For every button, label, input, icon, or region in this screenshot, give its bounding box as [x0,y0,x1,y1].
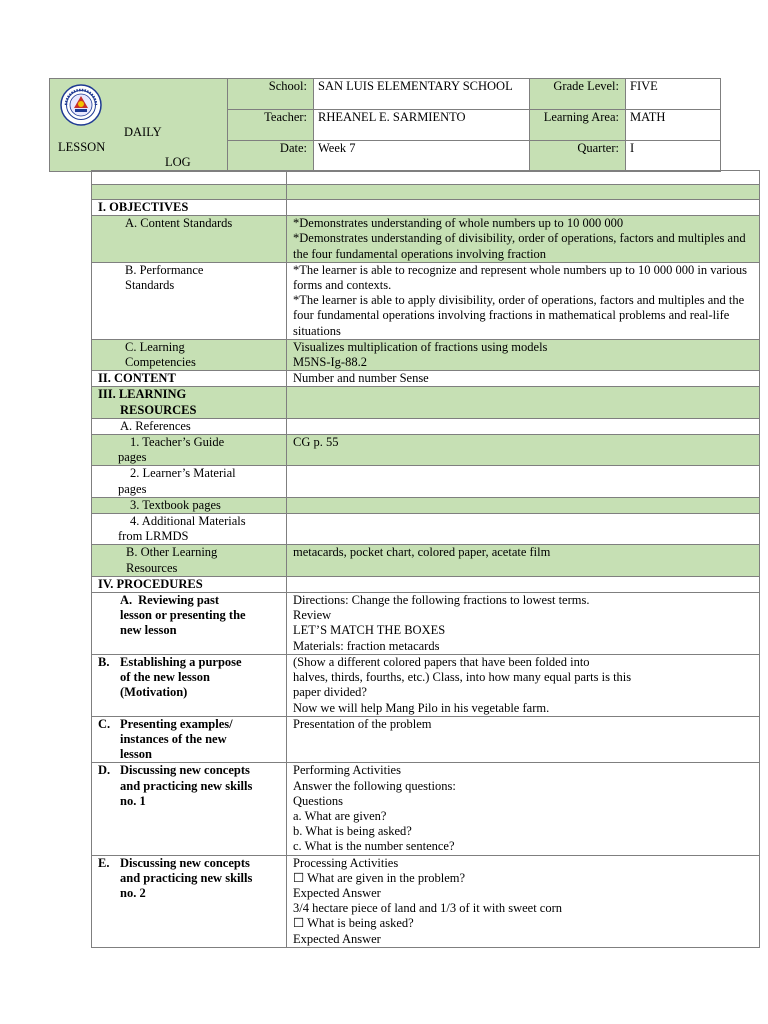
procedure-a-content [287,593,760,655]
procedure-e-line: Expected Answer [293,885,381,900]
procedure-c-row [92,716,760,763]
procedure-c-line: Presentation of the problem [293,716,432,731]
teacher-label: Teacher: [228,110,314,141]
performance-label-2: Standards [125,278,175,293]
other-resources-row [92,545,760,576]
procedure-a-label-1: Reviewing past [138,593,220,608]
tg-label-1: 1. Teacher’s Guide [130,435,225,450]
grade-level-label: Grade Level: [530,79,626,110]
procedure-d-row [92,763,760,855]
procedure-d-line: Questions [293,793,343,808]
procedure-c-label-1: Presenting examples/ [120,716,233,731]
procedure-d-line: c. What is the number sentence? [293,839,455,854]
performance-standards-row [92,262,760,339]
procedure-c-content [287,716,760,763]
procedure-a-line: Materials: fraction metacards [293,638,440,653]
competency-code: M5NS-Ig-88.2 [293,355,367,370]
grade-level-value: FIVE [626,79,721,110]
procedure-e-line: 3/4 hectare piece of land and 1/3 of it with sweet corn [293,901,563,916]
procedure-e-row [92,855,760,947]
additional-materials-row [92,514,760,545]
procedure-e-line: ☐ What is being asked? [293,916,414,931]
procedure-a-label-3: new lesson [120,623,177,638]
tg-value: CG p. 55 [287,435,760,466]
dll-title-cell [50,79,228,172]
lm-label-1: 2. Learner’s Material [130,466,236,481]
learning-area-value: MATH [626,110,721,141]
objectives-heading-row [92,200,760,216]
procedure-a-row [92,593,760,655]
procedure-d-line: a. What are given? [293,808,387,823]
procedures-heading-row [92,576,760,592]
learning-area-label: Learning Area: [530,110,626,141]
procedure-b-line: halves, thirds, fourths, etc.) Class, into how many equal parts is this [293,670,632,685]
competencies-label-1: C. Learning [125,339,185,354]
lm-label-2: pages [118,481,147,496]
tg-label-2: pages [118,450,147,465]
procedure-d-label-3: no. 1 [120,793,146,808]
procedure-a-line: Review [293,608,332,623]
performance-label-1: B. Performance [125,262,204,277]
procedure-a-key: A. [120,593,133,608]
additional-label-1: 4. Additional Materials [130,514,246,529]
school-value: SAN LUIS ELEMENTARY SCHOOL [314,79,530,110]
date-label: Date: [228,141,314,172]
procedure-c-key: C. [98,716,111,731]
school-label: School: [228,79,314,110]
resources-heading-2: RESOURCES [120,402,197,417]
textbook-row [92,497,760,513]
lesson-log-table [91,170,760,948]
other-label-2: Resources [126,560,178,575]
procedure-d-label-1: Discussing new concepts [120,763,250,778]
competency-text: Visualizes multiplication of fractions using models [293,339,548,354]
procedure-b-label-3: (Motivation) [120,685,188,700]
competencies-label-2: Competencies [125,355,196,370]
blank-row [92,185,760,200]
dll-title-line1: DAILY [124,125,162,139]
procedures-heading: IV. PROCEDURES [92,576,287,592]
content-standards-row [92,216,760,263]
dll-title-line2: LESSON [58,140,106,154]
procedure-a-label-2: lesson or presenting the [120,608,246,623]
procedure-b-key: B. [98,654,110,669]
quarter-label: Quarter: [530,141,626,172]
procedure-b-label-2: of the new lesson [120,670,210,685]
procedure-b-row [92,654,760,716]
content-standards-label: A. Content Standards [92,216,287,263]
procedure-c-label-3: lesson [120,747,152,762]
procedure-e-label-3: no. 2 [120,885,146,900]
other-label-1: B. Other Learning [126,545,218,560]
learners-material-row [92,466,760,497]
teacher-value: RHEANEL E. SARMIENTO [314,110,530,141]
procedure-d-label-2: and practicing new skills [120,778,253,793]
procedure-b-content [287,654,760,716]
content-heading: II. CONTENT [92,371,287,387]
procedure-d-content [287,763,760,855]
procedure-d-key: D. [98,763,111,778]
procedure-c-label-2: instances of the new [120,731,227,746]
content-standard-1: *Demonstrates understanding of whole numbers up to 10 000 000 [293,216,624,231]
performance-standard-1: *The learner is able to recognize and represent whole numbers up to 10 000 000 in various forms and contexts. [293,262,748,293]
content-row [92,371,760,387]
resources-heading-1: III. LEARNING [98,387,187,402]
procedure-e-label-1: Discussing new concepts [120,855,250,870]
date-value: Week 7 [314,141,530,172]
procedure-e-label-2: and practicing new skills [120,870,253,885]
teachers-guide-row [92,435,760,466]
procedure-e-key: E. [98,855,110,870]
procedure-d-line: b. What is being asked? [293,824,412,839]
procedure-a-line: Directions: Change the following fractions to lowest terms. [293,593,590,608]
procedure-e-line: Processing Activities [293,855,399,870]
procedure-e-line: Expected Answer [293,931,381,946]
procedure-e-content [287,855,760,947]
dll-title-line3: LOG [165,155,191,169]
procedure-b-line: paper divided? [293,685,367,700]
references-row [92,418,760,434]
performance-standard-2: *The learner is able to apply divisibility, order of operations, factors and multiples and the four fundamental operations involving fractions in mathematical problems and real-life situations [293,293,745,338]
textbook-label: 3. Textbook pages [92,497,287,513]
objectives-heading: I. OBJECTIVES [92,200,287,216]
procedure-b-line: (Show a different colored papers that have been folded into [293,654,590,669]
competencies-row [92,339,760,370]
quarter-value: I [626,141,721,172]
content-standard-2: *Demonstrates understanding of divisibility, order of operations, factors and multiples and the four fundamental operations involving fraction [293,231,746,261]
header-table [49,78,721,172]
blank-row [92,171,760,185]
procedure-d-line: Answer the following questions: [293,778,456,793]
other-resources-value: metacards, pocket chart, colored paper, acetate film [287,545,760,576]
additional-label-2: from LRMDS [118,529,189,544]
learning-resources-row [92,387,760,418]
content-value: Number and number Sense [287,371,760,387]
references-label: A. References [92,418,287,434]
procedure-a-line: LET’S MATCH THE BOXES [293,623,446,638]
procedure-b-label-1: Establishing a purpose [120,654,242,669]
deped-seal-icon [60,84,102,126]
procedure-d-line: Performing Activities [293,763,401,778]
procedure-b-line: Now we will help Mang Pilo in his vegetable farm. [293,700,550,715]
procedure-e-line: ☐ What are given in the problem? [293,870,466,885]
